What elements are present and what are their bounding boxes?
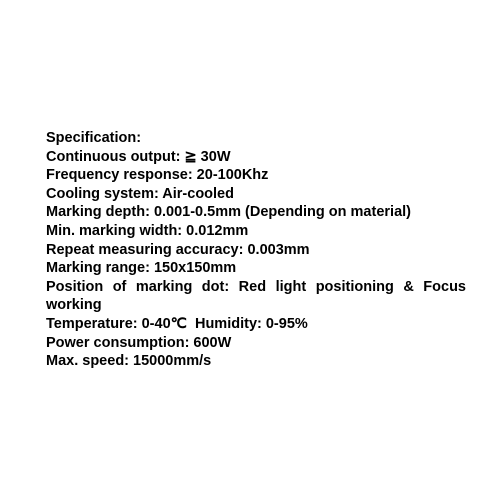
spec-cooling-system: Cooling system: Air-cooled xyxy=(46,185,234,202)
spec-power-consumption: Power consumption: 600W xyxy=(46,334,232,351)
spec-frequency-response: Frequency response: 20-100Khz xyxy=(46,167,269,184)
spec-temperature-humidity: Temperature: 0-40℃ Humidity: 0-95% xyxy=(46,315,308,332)
spec-marking-depth: Marking depth: 0.001-0.5mm (Depending on material) xyxy=(46,204,411,221)
spec-marking-range: Marking range: 150x150mm xyxy=(46,260,237,277)
specification-block xyxy=(46,129,466,371)
spec-continuous-output: Continuous output: ≧ 30W xyxy=(46,148,231,165)
spec-max-speed: Max. speed: 15000mm/s xyxy=(46,353,212,370)
spec-min-marking-width: Min. marking width: 0.012mm xyxy=(46,222,249,239)
specification-heading: Specification: xyxy=(46,130,142,146)
spec-marking-dot-position: Position of marking dot: Red light positioning & Focus working xyxy=(46,278,466,314)
spec-repeat-accuracy: Repeat measuring accuracy: 0.003mm xyxy=(46,241,310,258)
